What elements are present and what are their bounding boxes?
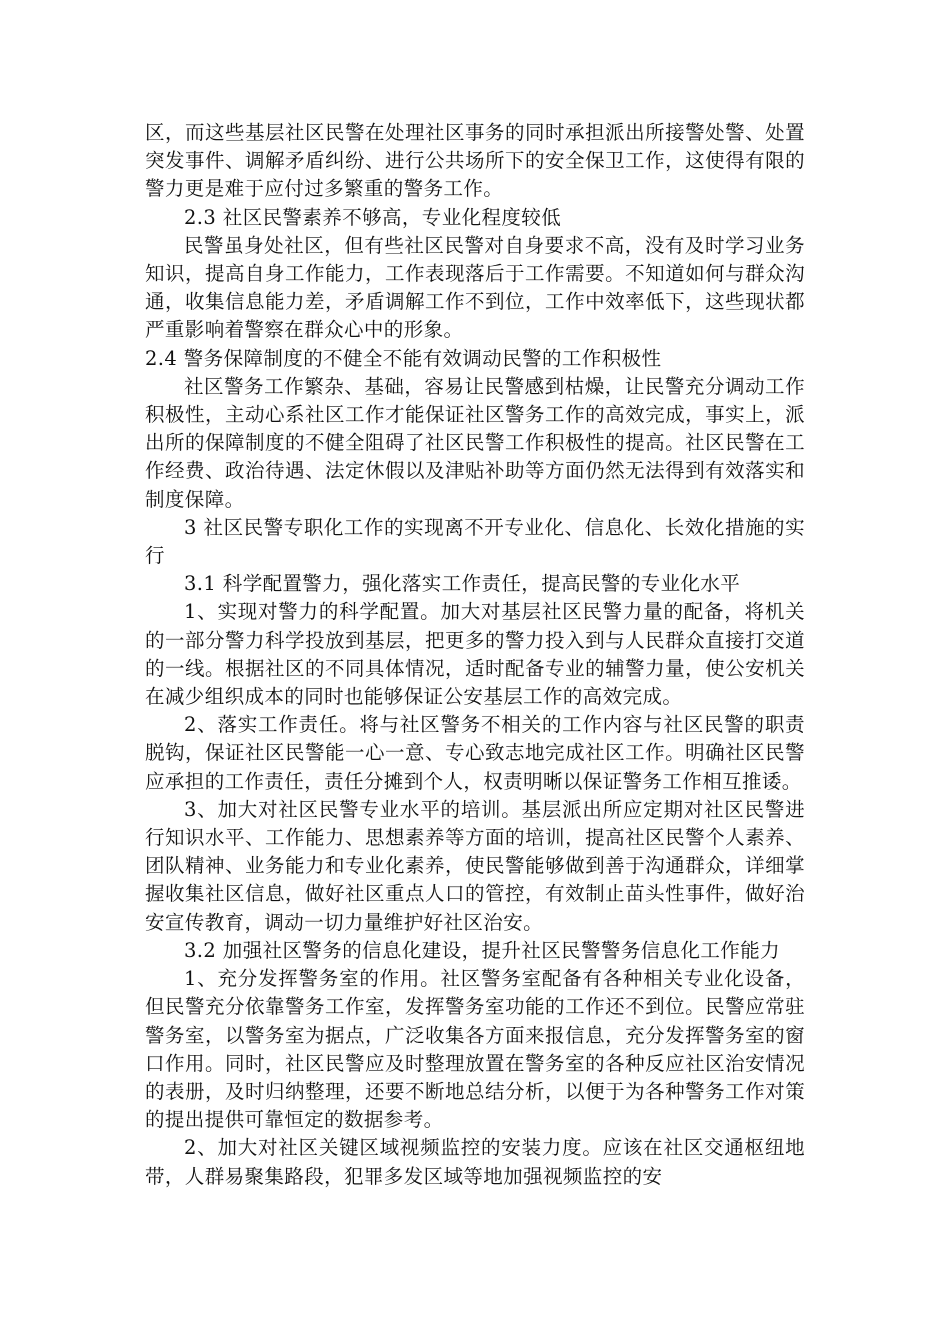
heading-3: 3 社区民警专职化工作的实现离不开专业化、信息化、长效化措施的实行	[145, 515, 805, 568]
paragraph-3-2-item-1: 1、充分发挥警务室的作用。社区警务室配备有各种相关专业化设备，但民警充分依靠警务工作室，发挥警务室功能的工作还不到位。民警应常驻警务室，以警务室为据点，广泛收集各方面来报信息，充分发挥警务室的窗口作用。同时，社区民警应及时整理放置在警务室的各种反应社区治安情况的表册，及时归纳整理，还要不断地总结分析，以便于为各种警务工作对策的提出提供可靠恒定的数据参考。	[145, 967, 805, 1132]
document-body	[145, 119, 805, 1191]
heading-2-3: 2.3 社区民警素养不够高，专业化程度较低	[184, 205, 562, 229]
paragraph-3-1-item-1: 1、实现对警力的科学配置。加大对基层社区民警力量的配备，将机关的一部分警力科学投放到基层，把更多的警力投入到与人民群众直接打交道的一线。根据社区的不同具体情况，适时配备专业的辅警力量，使公安机关在减少组织成本的同时也能够保证公安基层工作的高效完成。	[145, 600, 805, 709]
heading-3-1: 3.1 科学配置警力，强化落实工作责任，提高民警的专业化水平	[184, 572, 741, 596]
paragraph-continuation: 区，而这些基层社区民警在处理社区事务的同时承担派出所接警处警、处置突发事件、调解矛盾纠纷、进行公共场所下的安全保卫工作，这使得有限的警力更是难于应付过多繁重的警务工作。	[145, 121, 805, 201]
paragraph-2-3-body: 民警虽身处社区，但有些社区民警对自身要求不高，没有及时学习业务知识，提高自身工作能力，工作表现落后于工作需要。不知道如何与群众沟通，收集信息能力差，矛盾调解工作不到位，工作中效率低下，这些现状都严重影响着警察在群众心中的形象。	[145, 233, 805, 342]
paragraph-3-1-item-2: 2、落实工作责任。将与社区警务不相关的工作内容与社区民警的职责脱钩，保证社区民警能一心一意、专心致志地完成社区工作。明确社区民警应承担的工作责任，责任分摊到个人，权责明晰以保证警务工作相互推诿。	[145, 713, 805, 793]
paragraph-3-2-item-2: 2、加大对社区关键区域视频监控的安装力度。应该在社区交通枢纽地带，人群易聚集路段，犯罪多发区域等地加强视频监控的安	[145, 1136, 805, 1188]
heading-3-2: 3.2 加强社区警务的信息化建设，提升社区民警警务信息化工作能力	[184, 938, 781, 962]
paragraph-2-4-body: 社区警务工作繁杂、基础，容易让民警感到枯燥，让民警充分调动工作积极性，主动心系社区工作才能保证社区警务工作的高效完成，事实上，派出所的保障制度的不健全阻碍了社区民警工作积极性的提高。社区民警在工作经费、政治待遇、法定休假以及津贴补助等方面仍然无法得到有效落实和制度保障。	[145, 374, 805, 511]
heading-2-4: 2.4 警务保障制度的不健全不能有效调动民警的工作积极性	[145, 346, 662, 370]
paragraph-3-1-item-3: 3、加大对社区民警专业水平的培训。基层派出所应定期对社区民警进行知识水平、工作能力、思想素养等方面的培训，提高社区民警个人素养、团队精神、业务能力和专业化素养，使民警能够做到善于沟通群众，详细掌握收集社区信息，做好社区重点人口的管控，有效制止苗头性事件，做好治安宣传教育，调动一切力量维护好社区治安。	[145, 797, 805, 934]
